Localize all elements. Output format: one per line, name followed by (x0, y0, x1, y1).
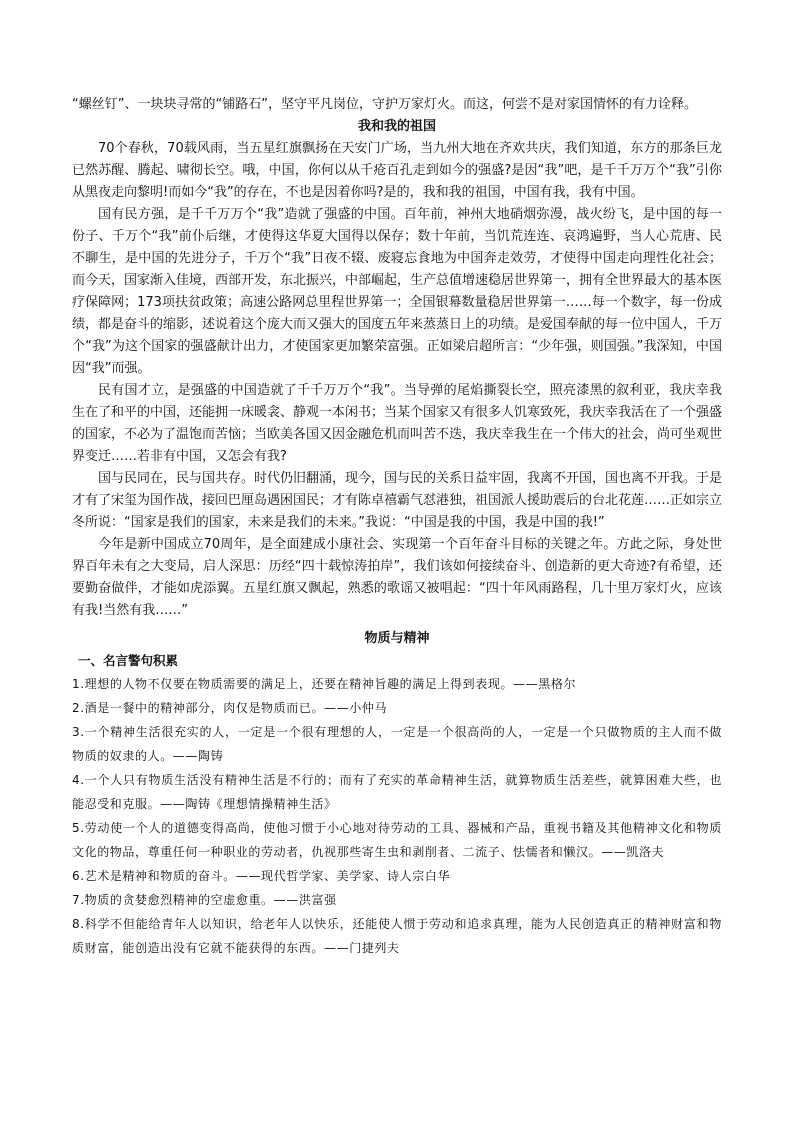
section-title-material-spirit: 物质与精神 (364, 631, 430, 646)
quote-item: 2.酒是一餐中的精神部分，肉仅是物质而已。——小仲马 (72, 701, 388, 715)
body-paragraph: 国与民同在，民与国共存。时代仍旧翻涌，现今，国与民的关系日益牢固，我离不开国，国也离不开我。于是才有了宋玺为国作战，接回巴厘岛遇困国民；才有陈卓禧霸气怼港独，祖国派人援助震后的台北花莲……正如宗立冬所说：“国家是我们的国家，未来是我们的未来。”我说：“中国是我的中国，我是中国的我!” (72, 471, 723, 530)
section-title-motherland: 我和我的祖国 (357, 119, 436, 134)
body-paragraph: 民有国才立，是强盛的中国造就了千千万万个“我”。当导弹的尾焰撕裂长空，照亮漆黑的叙利亚，我庆幸我生在了和平的中国，还能拥一床暖衾、静观一本闲书；当某个国家又有很多人饥寒致死，我庆幸我活在了一个强盛的国家，不必为了温饱而苦恼；当欧美各国又因金融危机而叫苦不迭，我庆幸我生在一个伟大的社会，尚可坐观世界变迁……若非有中国，又怎会有我? (72, 383, 723, 464)
quote-item: 5.劳动使一个人的道德变得高尚，使他习惯于小心地对待劳动的工具、器械和产品，重视书籍及其他精神文化和物质文化的物品，尊重任何一种职业的劳动者，仇视那些寄生虫和剥削者、二流子、怯懦者和懒汉。——凯洛夫 (72, 821, 722, 859)
quote-item: 4.一个人只有物质生活没有精神生活是不行的；而有了充实的革命精神生活，就算物质生活差些，就算困难大些，也能忍受和克服。——陶铸《理想情操精神生活》 (72, 773, 722, 811)
intro-tail-paragraph: “螺丝钉”、一块块寻常的“铺路石”，坚守平凡岗位，守护万家灯火。而这，何尝不是对家国情怀的有力诠释。 (72, 97, 697, 112)
document-page (72, 94, 722, 960)
body-paragraph: 国有民方强，是千千万万个“我”造就了强盛的中国。百年前，神州大地硝烟弥漫，战火纷飞，是中国的每一份子、千万个“我”前仆后继，才使得这华夏大国得以保存；数十年前，当饥荒连连、哀鸿遍野，当人心荒唐、民不聊生，是中国的先进分子，千万个“我”日夜不辍、废寝忘食地为中国奔走效劳，才使得中国走向理性化社会；而今天，国家渐入佳境，西部开发，东北振兴，中部崛起，生产总值增速稳居世界第一，拥有全世界最大的基本医疗保障网；173项扶贫政策；高速公路网总里程世界第一；全国银幕数量稳居世界第一……每一个数字，每一份成绩，都是奋斗的缩影，述说着这个庞大而又强大的国度五年来蒸蒸日上的功绩。是爱国奉献的每一位中国人，千万个“我”为这个国家的强盛献计出力，才使国家更加繁荣富强。正如梁启超所言：“少年强，则国强。”我深知，中国因“我”而强。 (72, 207, 723, 376)
quote-item: 6.艺术是精神和物质的奋斗。——现代哲学家、美学家、诗人宗白华 (72, 869, 451, 883)
quote-item: 1.理想的人物不仅要在物质需要的满足上，还要在精神旨趣的满足上得到表现。——黑格尔 (72, 677, 577, 691)
quote-item: 3.一个精神生活很充实的人，一定是一个很有理想的人，一定是一个很高尚的人，一定是一个只做物质的主人而不做物质的奴隶的人。——陶铸 (72, 725, 722, 763)
subsection-heading: 一、名言警句积累 (78, 653, 179, 668)
body-paragraph: 今年是新中国成立70周年，是全面建成小康社会、实现第一个百年奋斗目标的关键之年。方此之际，身处世界百年未有之大变局，启人深思：历经“四十载惊涛拍岸”，我们该如何接续奋斗、创造新的更大奇迹?有希望，还要勤奋做伴，才能如虎添翼。五星红旗又飘起，熟悉的歌谣又被唱起：“四十年风雨路程，几十里万家灯火，应该有我!当然有我……” (72, 537, 722, 618)
quote-item: 8.科学不但能给青年人以知识，给老年人以快乐，还能使人惯于劳动和追求真理，能为人民创造真正的精神财富和物质财富，能创造出没有它就不能获得的东西。——门捷列夫 (72, 917, 722, 955)
body-paragraph: 70个春秋，70载风雨，当五星红旗飘扬在天安门广场，当九州大地在齐欢共庆，我们知道，东方的那条巨龙已然苏醒、腾起、啸彻长空。哦，中国，你何以从千疮百孔走到如今的强盛?是因“我”吧，是千千万万个“我”引你从黑夜走向黎明!而如今“我”的存在，不也是因着你吗?是的，我和我的祖国，中国有我，我有中国。 (72, 141, 722, 200)
quote-item: 7.物质的贪婪愈烈精神的空虚愈重。——洪富强 (72, 893, 337, 907)
